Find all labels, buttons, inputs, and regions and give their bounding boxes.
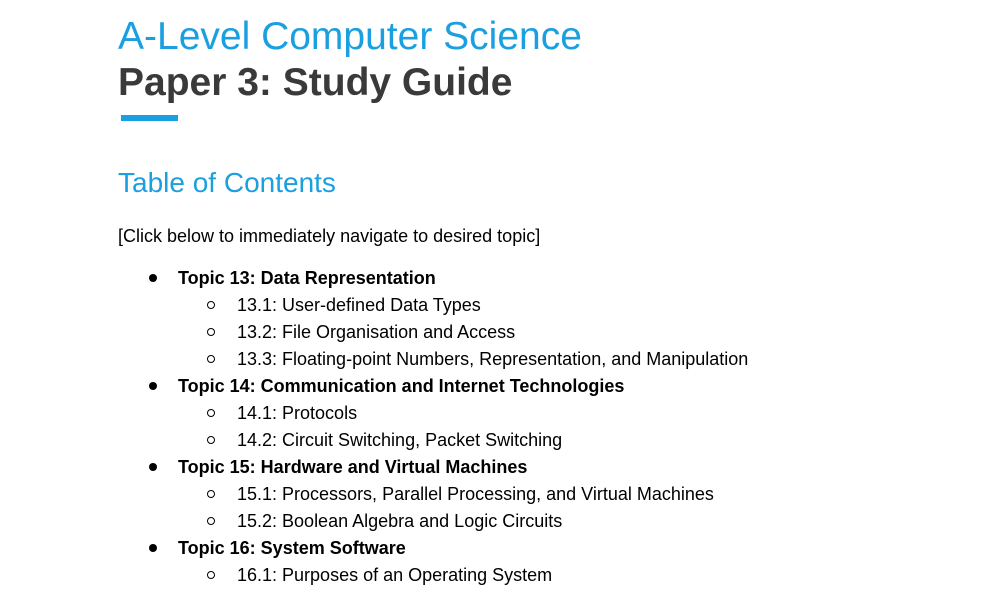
document-title: A-Level Computer Science [118,15,582,58]
toc-topic-item [0,456,1005,483]
toc-subtopic-link[interactable]: 13.2: File Organisation and Access [237,322,516,342]
toc-subtopic-link[interactable]: 14.2: Circuit Switching, Packet Switching [237,430,563,450]
toc-subtopic-item [0,294,1005,321]
toc-subtopic-link[interactable]: 13.3: Floating-point Numbers, Representation, and Manipulation [237,349,749,369]
bullet-circle-icon [207,571,215,579]
toc-subtopic-link[interactable]: 15.1: Processors, Parallel Processing, and Virtual Machines [237,484,714,504]
toc-topic-item [0,537,1005,564]
bullet-disc-icon [149,544,157,552]
bullet-disc-icon [149,382,157,390]
toc-subtopic-item [0,510,1005,537]
toc-topic-item [0,375,1005,402]
toc-topic-link[interactable]: Topic 14: Communication and Internet Technologies [178,376,625,396]
toc-subtopic-item [0,402,1005,429]
toc-subtopic-link[interactable]: 15.2: Boolean Algebra and Logic Circuits [237,511,563,531]
document-subtitle: Paper 3: Study Guide [118,61,513,104]
bullet-circle-icon [207,301,215,309]
toc-topic-link[interactable]: Topic 15: Hardware and Virtual Machines [178,457,528,477]
toc-instruction: [Click below to immediately navigate to desired topic] [118,226,541,246]
bullet-disc-icon [149,463,157,471]
toc-topic-item [0,267,1005,294]
bullet-circle-icon [207,517,215,525]
toc-subtopic-item [0,348,1005,375]
toc-heading: Table of Contents [118,167,336,198]
toc-subtopic-link[interactable]: 14.1: Protocols [237,403,358,423]
table-of-contents-list [0,267,1005,591]
toc-subtopic-item [0,429,1005,456]
toc-topic-link[interactable]: Topic 13: Data Representation [178,268,436,288]
bullet-disc-icon [149,274,157,282]
toc-subtopic-item [0,564,1005,591]
bullet-circle-icon [207,409,215,417]
toc-subtopic-link[interactable]: 13.1: User-defined Data Types [237,295,481,315]
bullet-circle-icon [207,355,215,363]
bullet-circle-icon [207,490,215,498]
toc-topic-link[interactable]: Topic 16: System Software [178,538,406,558]
bullet-circle-icon [207,328,215,336]
toc-subtopic-item [0,483,1005,510]
title-accent-bar [121,115,178,121]
toc-subtopic-link[interactable]: 16.1: Purposes of an Operating System [237,565,553,585]
bullet-circle-icon [207,436,215,444]
toc-subtopic-item [0,321,1005,348]
